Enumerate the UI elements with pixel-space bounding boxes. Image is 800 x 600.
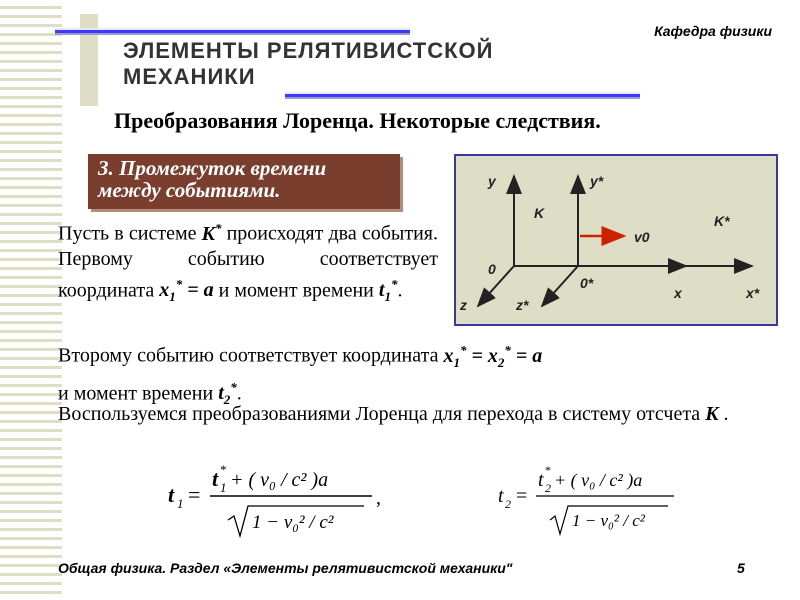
slide-subtitle: Преобразования Лоренца. Некоторые следствия.	[114, 108, 601, 133]
z-star-axis	[542, 266, 578, 306]
paragraph-3: Воспользуемся преобразованиями Лоренца для перехода в систему отсчета K .	[58, 403, 729, 425]
reference-frames-diagram	[454, 154, 778, 326]
formula-t1-svg	[168, 462, 388, 542]
symbol-eq-a: = a	[187, 279, 214, 302]
symbol-t1: t	[378, 279, 385, 302]
symbol-t2-star: $t_2^*$	[218, 379, 237, 408]
p2-text-1: Второму событию соответствует координата	[58, 344, 439, 367]
label-origin: 0	[488, 261, 496, 277]
symbol-k-plain: K	[705, 403, 719, 425]
footer-text: Общая физика. Раздел «Элементы релятивистской механики"	[58, 560, 513, 576]
z-axis	[478, 266, 514, 306]
svg-text:2: 2	[545, 481, 551, 495]
svg-text:t: t	[168, 482, 175, 507]
svg-text:1: 1	[220, 480, 227, 495]
label-x-star: x*	[746, 285, 760, 301]
title-underline-top	[55, 28, 410, 35]
section-line-2: между событиями.	[98, 178, 281, 202]
p2-text-2: и момент времени	[58, 382, 214, 405]
p3-text: Воспользуемся преобразованиями Лоренца для перехода в систему отсчета	[58, 403, 701, 425]
symbol-star: *	[214, 220, 222, 235]
svg-text:+ ( v₀ / c² )a: + ( v₀ / c² )a	[554, 470, 643, 490]
frames-svg	[456, 156, 776, 324]
label-z: z	[460, 297, 467, 313]
svg-text:,: ,	[376, 487, 381, 509]
page-number: 5	[737, 560, 745, 576]
symbol-x1: x	[159, 279, 170, 302]
paragraph-1: Пусть в системе K* происходят два события. Первому событию соответствует координата $x_1^* = a$ и момент времени $t_1^*$.	[58, 220, 438, 305]
svg-text:2: 2	[505, 497, 511, 511]
svg-text:1 − v₀² / c²: 1 − v₀² / c²	[572, 511, 645, 530]
title-underline-bottom	[285, 92, 640, 99]
title-line-1: ЭЛЕМЕНТЫ РЕЛЯТИВИСТСКОЙ	[123, 38, 494, 63]
paragraph-2: Второму событию соответствует координата $x_1^* = x_2^* = a$ и момент времени $t_2^*$.	[58, 342, 543, 408]
label-origin-star: 0*	[580, 275, 594, 291]
svg-text:t: t	[498, 485, 504, 507]
section-line-1: 3. Промежуток времени	[98, 156, 327, 180]
svg-text:*: *	[545, 463, 551, 477]
svg-text:*: *	[220, 462, 227, 477]
svg-text:t: t	[538, 469, 544, 491]
label-y-star: y*	[590, 173, 604, 189]
striped-margin	[0, 0, 62, 600]
label-v0: v0	[634, 229, 650, 245]
svg-text:1: 1	[177, 496, 184, 511]
slide-title	[123, 38, 493, 90]
label-y: y	[488, 173, 496, 189]
department-label: Кафедра физики	[654, 23, 772, 39]
section-heading	[88, 154, 400, 209]
title-line-2: МЕХАНИКИ	[123, 64, 256, 89]
formula-t2-svg	[498, 462, 698, 542]
p1-text-3: и момент времени	[218, 279, 374, 302]
label-k: K	[534, 205, 545, 221]
p1-text-1: Пусть в системе	[58, 222, 197, 245]
svg-text:+ ( v₀ / c² )a: + ( v₀ / c² )a	[230, 469, 329, 491]
label-x: x	[674, 285, 682, 301]
formula-t1	[168, 462, 388, 542]
symbol-k-star	[201, 220, 222, 245]
symbol-x1-star: $x_1^* = a$	[159, 276, 214, 305]
label-k-star: K*	[714, 213, 730, 229]
svg-text:=: =	[516, 485, 528, 507]
symbol-t1-star: $t_1^*$	[378, 276, 398, 305]
svg-text:=: =	[188, 482, 201, 507]
p1-text-2: происходят два события. Первому событию соответствует координата	[58, 222, 438, 302]
label-z-star: z*	[516, 297, 529, 313]
svg-text:t: t	[212, 466, 219, 491]
formula-x1-eq-x2: $x_1^* = x_2^* = a$	[443, 342, 543, 370]
svg-text:1 − v₀² / c²: 1 − v₀² / c²	[252, 512, 334, 533]
formula-t2	[498, 462, 698, 542]
symbol-k: K	[201, 222, 215, 245]
